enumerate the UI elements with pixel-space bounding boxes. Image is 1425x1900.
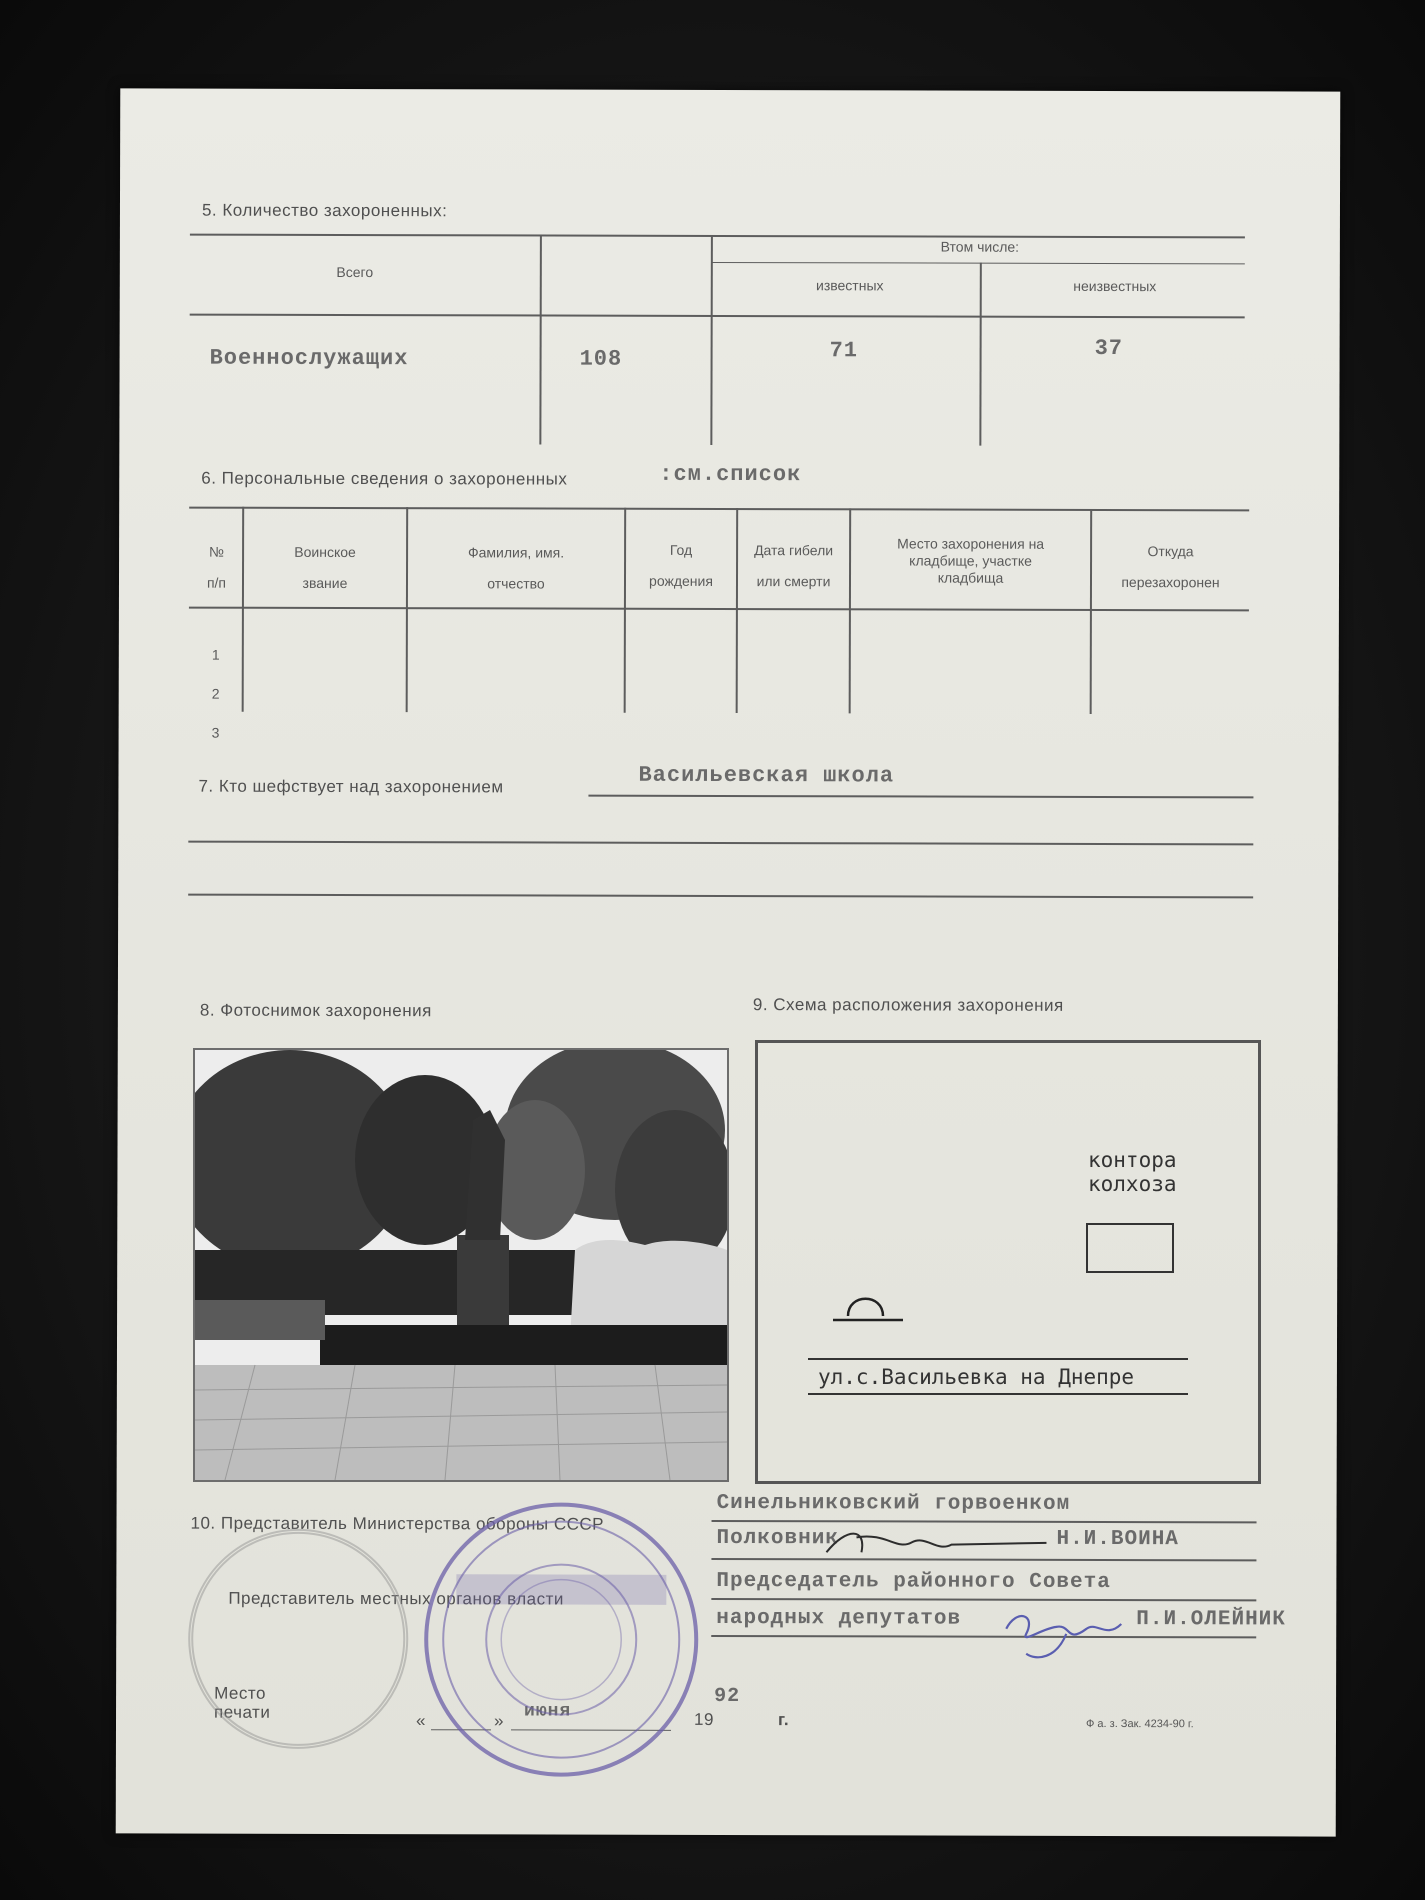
burial-marker-icon xyxy=(833,1288,908,1328)
section9-title: 9. Схема расположения захоронения xyxy=(752,995,1064,1015)
local-org-1: Председатель районного Совета xyxy=(716,1569,1111,1595)
section6-title: 6. Персональные сведения о захороненных xyxy=(201,468,568,489)
col-origin-header: Откуда перезахоронен xyxy=(1121,543,1220,591)
row-num-1: 1 xyxy=(211,646,220,663)
section5-title: 5. Количество захороненных: xyxy=(201,200,448,221)
col-unknown-header: неизвестных xyxy=(1073,277,1157,295)
col-incl-header: Втом числе: xyxy=(940,238,1020,255)
col-death-header: Дата гибели или смерти xyxy=(754,542,834,590)
total-value: 108 xyxy=(579,346,623,372)
row-num-2: 2 xyxy=(211,685,220,702)
office-building-box xyxy=(1086,1223,1174,1273)
military-signature xyxy=(816,1522,1056,1563)
print-info: Ф а. з. Зак. 4234-90 г. xyxy=(1085,1717,1194,1731)
row-num-3: 3 xyxy=(211,724,220,741)
col-num-header: № п/п xyxy=(206,543,227,591)
unknown-value: 37 xyxy=(1094,335,1124,362)
street-label: ул.с.Васильевка на Днепре xyxy=(818,1365,1135,1389)
date-day-close: » xyxy=(493,1711,505,1731)
section7-title: 7. Кто шефствует над захоронением xyxy=(198,776,504,797)
date-suffix: г. xyxy=(777,1710,790,1730)
col-place-header: Место захоронения на кладбище, участке кладбища xyxy=(897,535,1045,586)
col-rank-header: Воинское звание xyxy=(294,543,356,591)
section10-title: 10. Представитель Министерства обороны СССР xyxy=(190,1513,605,1534)
patron-value: Васильевская школа xyxy=(638,762,895,789)
date-year: 92 xyxy=(714,1684,741,1709)
office-label: контора колхоза xyxy=(1088,1148,1177,1197)
burial-photo xyxy=(193,1048,729,1482)
official-round-stamp xyxy=(416,1494,707,1785)
known-value: 71 xyxy=(829,338,859,364)
local-name: П.И.ОЛЕЙНИК xyxy=(1136,1608,1286,1632)
col-known-header: известных xyxy=(815,277,884,294)
mil-rank: Полковник xyxy=(716,1526,839,1551)
form-sheet xyxy=(116,88,1341,1836)
place-label: Место печати xyxy=(214,1683,271,1722)
faded-stamp xyxy=(188,1529,409,1750)
mil-name: Н.И.ВОИНА xyxy=(1056,1527,1179,1552)
mil-org: Синельниковский горвоенком xyxy=(716,1491,1071,1516)
section8-title: 8. Фотоснимок захоронения xyxy=(199,1000,432,1021)
date-century: 19 xyxy=(693,1709,714,1729)
local-org-2: народных депутатов xyxy=(716,1606,962,1631)
date-day-marker: « xyxy=(415,1711,427,1731)
date-month: июня xyxy=(524,1701,572,1722)
local-title: Представитель местных органов власти xyxy=(228,1588,564,1609)
section6-note: :см.список xyxy=(659,461,802,488)
col-total-header: Всего xyxy=(336,263,374,281)
row-servicemen-label: Военнослужащих xyxy=(209,345,409,372)
burial-location-scheme xyxy=(755,1040,1261,1484)
col-name-header: Фамилия, имя. отчество xyxy=(467,544,565,592)
col-birth-header: Год рождения xyxy=(649,541,713,589)
local-signature xyxy=(996,1599,1156,1669)
